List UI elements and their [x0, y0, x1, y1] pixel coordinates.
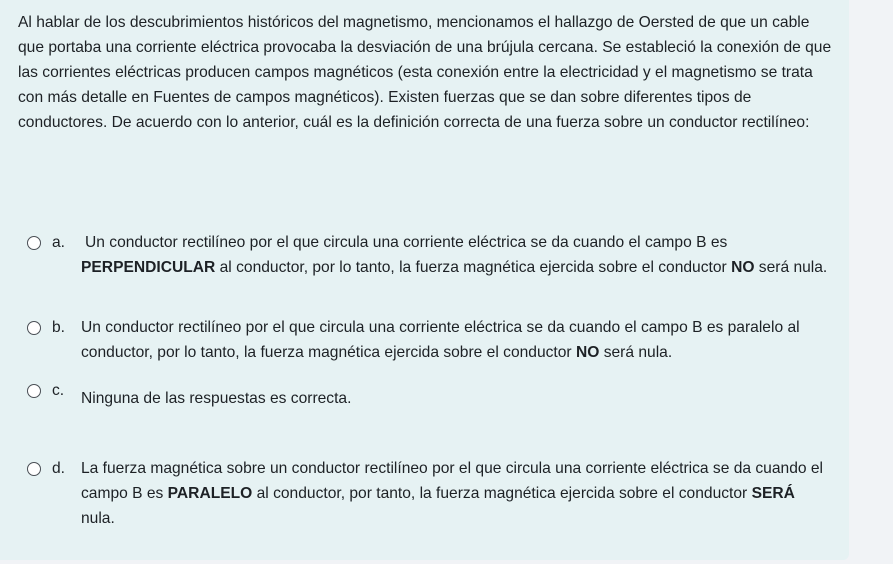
radio-button-b[interactable]	[27, 321, 41, 335]
option-d-emphasis-1: PARALELO	[167, 485, 253, 502]
option-d-text-1: La fuerza magnética sobre un conductor rectilíneo por el que circula una corriente eléctrica se da cuando el campo B es	[81, 460, 824, 502]
option-b-text-2: será nula.	[599, 344, 673, 361]
question-text: Al hablar de los descubrimientos históricos del magnetismo, mencionamos el hallazgo de Oersted de que un cable que portaba una corriente eléctrica provocaba la desviación de una brújula cercana. Se estableció la conexión de que las corrientes eléctricas producen campos magnéticos (esta conexión entre la electricidad y el magnetismo se trata con más detalle en Fuentes de campos magnéticos). Existen fuerzas que se dan sobre diferentes tipos de conductores. De acuerdo con lo anterior, cuál es la definición correcta de una fuerza sobre un conductor rectilíneo:	[18, 14, 832, 131]
option-d-text-2: al conductor, por tanto, la fuerza magnética ejercida sobre el conductor	[252, 485, 752, 502]
option-a-emphasis-2: NO	[731, 259, 755, 276]
option-a-text-1: Un conductor rectilíneo por el que circula una corriente eléctrica se da cuando el campo B es	[85, 234, 728, 251]
option-letter-c: c.	[52, 382, 65, 399]
option-d-emphasis-2: SERÁ	[751, 485, 795, 502]
option-letter-b: b.	[52, 319, 66, 336]
option-a-emphasis-1: PERPENDICULAR	[81, 259, 216, 276]
radio-button-c[interactable]	[27, 384, 41, 398]
option-c-text-1: Ninguna de las respuestas es correcta.	[81, 390, 352, 407]
option-letter-d: d.	[52, 460, 66, 477]
radio-button-a[interactable]	[27, 236, 41, 250]
radio-button-d[interactable]	[27, 462, 41, 476]
option-b-text-1: Un conductor rectilíneo por el que circula una corriente eléctrica se da cuando el campo B es paralelo al conductor, por lo tanto, la fuerza magnética ejercida sobre el conductor	[81, 319, 800, 361]
option-a-text-2: al conductor, por lo tanto, la fuerza magnética ejercida sobre el conductor	[215, 259, 732, 276]
option-text-c	[81, 386, 831, 411]
option-text-a	[81, 230, 831, 280]
option-a-text-3: será nula.	[754, 259, 828, 276]
option-letter-a: a.	[52, 234, 66, 251]
option-d-text-3: nula.	[81, 510, 115, 527]
option-text-d	[81, 456, 831, 531]
option-text-b	[81, 315, 831, 365]
option-b-emphasis-1: NO	[575, 344, 600, 361]
